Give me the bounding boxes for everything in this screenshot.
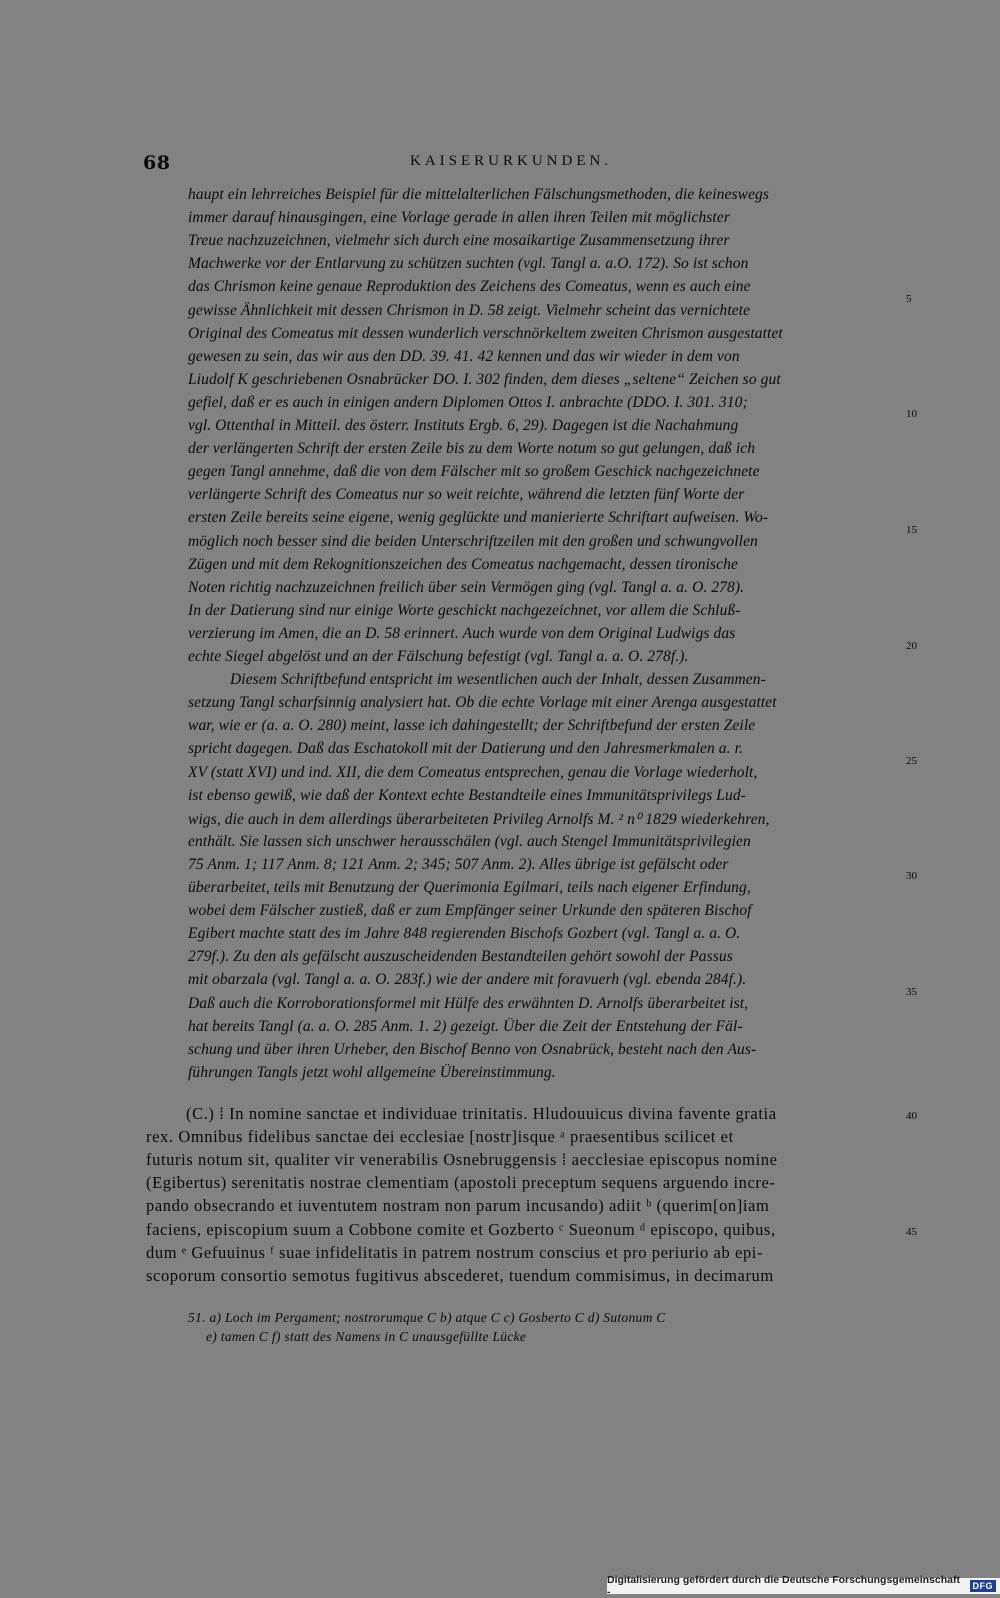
commentary-line: gegen Tangl annehme, daß die von dem Fälscher mit so großem Geschick nachgezeichnete bbox=[188, 463, 760, 481]
commentary-line: haupt ein lehrreiches Beispiel für die mittelalterlichen Fälschungsmethoden, die keineswegs bbox=[188, 186, 770, 203]
commentary-line: spricht dagegen. Daß das Eschatokoll mit der Datierung und den Jahresmerkmalen a. r. bbox=[188, 740, 743, 758]
charter-line: futuris notum sit, qualiter vir venerabilis Osnebruggensis ⁞ aecclesiae episcopus nomine bbox=[146, 1150, 778, 1170]
commentary-line: XV (statt XVI) und ind. XII, die dem Comeatus entsprechen, genau die Vorlage wiederholt, bbox=[188, 763, 758, 781]
charter-line: faciens, episcopium suum a Cobbone comite et Gozberto ᶜ Sueonum ᵈ episcopo, quibus, bbox=[146, 1219, 776, 1239]
commentary-line: setzung Tangl scharfsinnig analysiert hat. Ob die echte Vorlage mit einer Arenga ausgestattet bbox=[188, 694, 777, 712]
page-number: 68 bbox=[143, 152, 171, 174]
commentary-line: schung und über ihren Urheber, den Bischof Benno von Osnabrück, besteht nach den Aus- bbox=[188, 1040, 757, 1058]
commentary-line: wobei dem Fälscher zustieß, daß er zum Empfänger seiner Urkunde den späteren Bischof bbox=[188, 902, 752, 920]
running-title: KAISERURKUNDEN. bbox=[410, 153, 613, 169]
charter-line: pando obsecrando et iuventutem nostram non parum incusando) adiit ᵇ (querim[on]iam bbox=[146, 1196, 770, 1216]
dfg-logo-icon: DFG bbox=[970, 1580, 997, 1592]
charter-line: dum ᵉ Gefuuinus ᶠ suae infidelitatis in patrem nostrum conscius et pro periurio ab epi- bbox=[146, 1242, 764, 1262]
line-number: 35 bbox=[906, 986, 917, 998]
funding-note: Digitalisierung gefördert durch die Deutsche Forschungsgemeinschaft - bbox=[607, 1574, 960, 1598]
commentary-line: verlängerte Schrift des Comeatus nur so weit reichte, während die letzten fünf Worte der bbox=[188, 486, 745, 504]
commentary-line: der verlängerten Schrift der ersten Zeile bis zu dem Worte notum so gut gelungen, daß ich bbox=[188, 440, 756, 458]
line-number: 15 bbox=[906, 524, 917, 536]
commentary-line: gewesen zu sein, das wir aus den DD. 39. 41. 42 kennen und das wir wieder in dem von bbox=[188, 347, 740, 365]
commentary-line: ersten Zeile bereits seine eigene, wenig geglückte und manierierte Schriftart aufweisen. Wo- bbox=[188, 509, 769, 527]
commentary-line: möglich noch besser sind die beiden Unterschriftzeilen mit den großen und schwungvollen bbox=[188, 532, 758, 550]
commentary-line: das Chrismon keine genaue Reproduktion des Zeichens des Comeatus, wenn es auch eine bbox=[188, 278, 751, 296]
charter-line: scoporum consortio semotus fugitivus abscederet, tuendum commisimus, in decimarum bbox=[146, 1265, 774, 1285]
commentary-line: Treue nachzuzeichnen, vielmehr sich durch eine mosaikartige Zusammensetzung ihrer bbox=[188, 232, 730, 250]
commentary-line: mit obarzala (vgl. Tangl a. a. O. 283f.) wie der andere mit foravuerh (vgl. ebenda 284f.). bbox=[188, 971, 747, 989]
commentary-line: vgl. Ottenthal in Mitteil. des österr. Instituts Ergb. 6, 29). Dagegen ist die Nachahmung bbox=[188, 417, 739, 434]
commentary-line: Daß auch die Korroborationsformel mit Hülfe des erwähnten D. Arnolfs überarbeitet ist, bbox=[188, 994, 749, 1012]
commentary-line: überarbeitet, teils mit Benutzung der Querimonia Egilmari, teils nach eigener Erfindung, bbox=[188, 879, 751, 896]
line-number: 20 bbox=[906, 640, 917, 652]
line-number: 25 bbox=[906, 755, 917, 767]
commentary-line: Zügen und mit dem Rekognitionszeichen des Comeatus nachgemacht, dessen tironische bbox=[188, 555, 738, 573]
commentary-line: 75 Anm. 1; 117 Anm. 8; 121 Anm. 2; 345; 507 Anm. 2). Alles übrige ist gefälscht oder bbox=[188, 855, 729, 873]
charter-line: (Egibertus) serenitatis nostrae clementiam (apostoli preceptum sequens arguendo incre- bbox=[146, 1173, 776, 1193]
commentary-line: hat bereits Tangl (a. a. O. 285 Anm. 1. 2) gezeigt. Über die Zeit der Entstehung der Fäl- bbox=[188, 1017, 743, 1035]
commentary-line: Diesem Schriftbefund entspricht im wesentlichen auch der Inhalt, dessen Zusammen- bbox=[230, 671, 766, 689]
commentary-line: ist ebenso gewiß, wie daß der Kontext echte Bestandteile eines Immunitätsprivilegs Lud- bbox=[188, 786, 746, 804]
commentary-line: immer darauf hinausgingen, eine Vorlage gerade in allen ihren Teilen mit möglichster bbox=[188, 209, 730, 227]
commentary-line: verzierung im Amen, die an D. 58 erinnert. Auch wurde von dem Original Ludwigs das bbox=[188, 624, 736, 642]
commentary-line: Machwerke vor der Entlarvung zu schützen suchten (vgl. Tangl a. a.O. 172). So ist schon bbox=[188, 255, 749, 273]
commentary-line: In der Datierung sind nur einige Worte geschickt nachgezeichnet, vor allem die Schluß- bbox=[188, 601, 741, 619]
commentary-line: 279f.). Zu den als gefälscht auszuscheidenden Bestandteilen gehört sowohl der Passus bbox=[188, 948, 733, 966]
footnote-line: 51. a) Loch im Pergament; nostrorumque C b) atque C c) Gosberto C d) Sutonum C bbox=[188, 1310, 666, 1325]
line-number: 40 bbox=[906, 1110, 917, 1122]
charter-line: (C.) ⁞ In nomine sanctae et individuae trinitatis. Hludouuicus divina favente gratia bbox=[186, 1104, 777, 1123]
commentary-line: Egibert machte statt des im Jahre 848 regierenden Bischofs Gozbert (vgl. Tangl a. a. O. bbox=[188, 925, 741, 943]
commentary-line: wigs, die auch in dem allerdings überarbeiteten Privileg Arnolfs M. ² n⁰ 1829 wiederkehren, bbox=[188, 810, 770, 828]
commentary-line: führungen Tangls jetzt wohl allgemeine Übereinstimmung. bbox=[188, 1063, 556, 1081]
footnote-line: e) tamen C f) statt des Namens in C unausgefüllte Lücke bbox=[206, 1329, 527, 1344]
line-number: 5 bbox=[906, 293, 912, 305]
digitization-footer bbox=[607, 1574, 1000, 1598]
commentary-line: enthält. Sie lassen sich unschwer herausschälen (vgl. auch Stengel Immunitätsprivilegien bbox=[188, 832, 751, 850]
line-number: 10 bbox=[906, 408, 917, 420]
commentary-line: Liudolf K geschriebenen Osnabrücker DO. I. 302 finden, dem dieses „seltene“ Zeichen so gut bbox=[188, 370, 781, 388]
line-number: 45 bbox=[906, 1226, 917, 1238]
commentary-line: Noten richtig nachzuzeichnen freilich über sein Vermögen ging (vgl. Tangl a. a. O. 278). bbox=[188, 578, 745, 596]
commentary-line: war, wie er (a. a. O. 280) meint, lasse ich dahingestellt; der Schriftbefund der ersten Zeile bbox=[188, 717, 756, 735]
commentary-line: gefiel, daß er es auch in einigen andern Diplomen Ottos I. anbrachte (DDO. I. 301. 310; bbox=[188, 393, 748, 411]
charter-line: rex. Omnibus fidelibus sanctae dei ecclesiae [nostr]isque ᵃ praesentibus scilicet et bbox=[146, 1127, 734, 1147]
commentary-line: gewisse Ähnlichkeit mit dessen Chrismon in D. 58 zeigt. Vielmehr scheint das vernichtete bbox=[188, 301, 751, 319]
commentary-line: Original des Comeatus mit dessen wunderlich verschnörkeltem zweiten Chrismon ausgestattet bbox=[188, 324, 783, 342]
commentary-line: echte Siegel abgelöst und an der Fälschung befestigt (vgl. Tangl a. a. O. 278f.). bbox=[188, 648, 689, 665]
line-number: 30 bbox=[906, 870, 917, 882]
